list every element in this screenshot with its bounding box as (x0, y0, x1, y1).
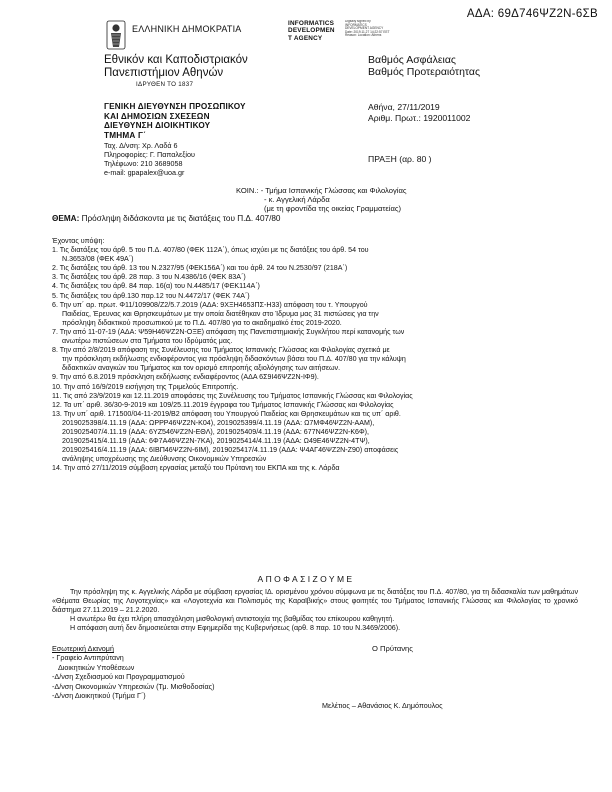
consideration-line: 12. Τα υπ΄ αριθ. 36/30-9-2019 και 109/25.11.2019 έγγραφα του Τμήματος Ισπανικής Γλώσσας και Φιλολογίας (52, 400, 394, 409)
copy-recipients (236, 186, 407, 214)
consideration-line: 13. Την υπ΄ αριθ. 171500/04-11-2019/Β2 απόφαση του Υπουργού Παιδείας και Θρησκευμάτων και τις υπ΄ αριθ. (52, 409, 401, 418)
subject-text: Πρόσληψη διδάσκοντα με τις διατάξεις του Π.Δ. 407/80 (81, 214, 281, 223)
consideration-line: ανάληψης υποχρέωσης της Διεύθυνσης Οικονομικών Υπηρεσιών (62, 455, 267, 464)
consideration-line: 5. Τις διατάξεις του άρθ.130 παρ.12 του Ν.4472/17 (ΦΕΚ 74Α΄) (52, 291, 250, 300)
security-level: Βαθμός Ασφάλειας (368, 54, 456, 66)
informatics-line: T AGENCY (288, 34, 323, 42)
decision-paragraph: Η απόφαση αυτή δεν δημοσιεύεται στην Εφημερίδα της Κυβερνήσεως (αρθ. 8 παρ. 10 του Ν.3469/2006). (70, 624, 401, 633)
consideration-line: πρόσληψη διδακτικού προσωπικού με το Π.Δ. 407/80 για το ακαδημαϊκό έτος 2019-2020. (62, 318, 342, 327)
internal-line: -Δ/νση Σχεδιασμού και Προγραμματισμού (52, 672, 185, 682)
consideration-line: 1. Τις διατάξεις του άρθ. 5 του Π.Δ. 407/80 (ΦΕΚ 112Α΄), όπως ισχύει με τις διατάξεις του άρθ. 54 του (52, 246, 369, 255)
internal-distribution-title: Εσωτερική Διανομή (52, 644, 114, 653)
consideration-line: 2019025415/4.11.19 (ΑΔΑ: 6Φ7Α46ΨΖ2Ν-7ΚΑ), 2019025414/4.11.19 (ΑΔΑ: Ω49Ε46ΨΖ2Ν-4ΤΨ), (62, 437, 370, 446)
digital-signature-stamp: Digitally signed by INFORMATICS DEVELOPMENT AGENCY Date: 2019.11.27 14:22:57 EET Reason: Location: Athens (345, 20, 390, 38)
decision-text (52, 588, 578, 633)
consideration-line: 10. Την από 16/9/2019 εισήγηση της Τριμελούς Επιτροπής. (52, 382, 239, 391)
consideration-line: 9. Την από 6.8.2019 πρόσκληση εκδήλωσης ενδιαφέροντος (ΑΔΑ 6Σ9Ι46ΨΖ2Ν-ΙΦ9). (52, 373, 319, 382)
koin-label: ΚΟΙΝ.: (236, 186, 259, 195)
contact-block (104, 141, 195, 177)
consideration-line: 8. Την από 2/8/2019 απόφαση της Συνέλευσης του Τμήματος Ισπανικής Γλώσσας και Φιλολογίας σχετικά με (52, 346, 390, 355)
university-seal-icon (104, 20, 128, 50)
signer-name: Μελέτιος – Αθανάσιος Κ. Δημόπουλος (322, 701, 443, 710)
ada-code: ΑΔΑ: 69Δ746ΨΖ2Ν-6ΣΒ (466, 8, 598, 20)
republic-title: ΕΛΛΗΝΙΚΗ ΔΗΜΟΚΡΑΤΙΑ (132, 24, 242, 34)
consideration-line: 3. Τις διατάξεις του άρθ. 28 παρ. 3 του Ν.4386/16 (ΦΕΚ 83Α΄) (52, 273, 246, 282)
consideration-line: 4. Τις διατάξεις του άρθ. 84 παρ. 16(α) του Ν.4485/17 (ΦΕΚ114Α΄) (52, 282, 260, 291)
koin-line: - κ. Αγγελική Λάρδα (264, 195, 330, 205)
internal-line: - Γραφείο Αντιπρύτανη (52, 653, 124, 663)
koin-line: (με τη φροντίδα της οικείας Γραμματείας) (264, 204, 402, 214)
department-line: ΓΕΝΙΚΗ ΔΙΕΥΘΥΝΣΗ ΠΡΟΣΩΠΙΚΟΥ (104, 102, 246, 111)
founded-text: ΙΔΡΥΘΕΝ ΤΟ 1837 (136, 81, 194, 88)
phone: Τηλέφωνο: 210 3689058 (104, 159, 183, 168)
considerations (52, 237, 578, 473)
act-number: ΠΡΑΞΗ (αρ. 80 ) (368, 154, 432, 164)
consideration-line: ανωτέρω πιστώσεων στα Τμήματα του Ιδρύματός μας. (62, 337, 233, 346)
rector-title: Ο Πρύτανης (372, 644, 413, 653)
decision-paragraph: Η ανωτέρω θα έχει πλήρη απασχόληση μισθολογική αντιστοιχία της βαθμίδας του επίκουρου καθηγητή. (70, 615, 395, 624)
koin-line: - Τμήμα Ισπανικής Γλώσσας και Φιλολογίας (260, 186, 407, 195)
decision-paragraph: Την πρόσληψη της κ. Αγγελικής Λάρδα με σύμβαση εργασίας ΙΔ. ορισμένου χρόνου σύμφωνα με τις διατάξεις του Π.Δ. 407/80, για τη διδασκαλία των μαθημάτων «Θέματα Θεωρίας της Λογοτεχνίας» και «Λογοτεχνία και Πολιτισμός της Καραϊβικής» στους φοιτητές του Τμήματος Ισπανικής Γλώσσας και Φιλολογίας το χρονικό διάστημα 27.11.2019 – 21.2.2020. (52, 588, 578, 615)
digital-signature-label (288, 20, 335, 42)
consideration-line: 7. Την από 11-07-19 (ΑΔΑ: Ψ59Η46ΨΖ2Ν-ΟΞΕ) απόφαση της Πανεπιστημιακής Συγκλήτου περί κατανομής των (52, 327, 405, 336)
department-block (104, 102, 246, 140)
internal-line: Διοικητικών Υποθέσεων (58, 662, 135, 672)
department-line: ΤΜΗΜΑ Γ΄ (104, 130, 146, 140)
consideration-line: διδακτικών αναγκών του Τμήματος και τον ορισμό επιτροπής αξιολόγησης των αιτήσεων. (62, 364, 341, 373)
subject-line (52, 214, 280, 223)
consideration-line: 2019025398/4.11.19 (ΑΔΑ: ΩΡΡΡ46ΨΖ2Ν-Κ04), 2019025399/4.11.19 (ΑΔΑ: Ω7ΜΦ46ΨΖ2Ν-ΑΑΜ), (62, 418, 375, 427)
consideration-line: Παιδείας, Έρευνας και Θρησκευμάτων με την οποία διατέθηκαν στο Ίδρυμα μας 31 πιστώσεις για την (62, 309, 379, 318)
consideration-line: 2019025416/4.11.19 (ΑΔΑ: 6ΙΒΠ46ΨΖ2Ν-6ΙΜ), 2019025417/4.11.19 (ΑΔΑ: Ψ4ΑΓ46ΨΖ2Ν-Ζ90) αποφάσεις (62, 446, 399, 455)
university-name-line: Εθνικόν και Καποδιστριακόν (104, 54, 248, 66)
consideration-line: 2. Τις διατάξεις του άρθ. 13 του Ν.2327/95 (ΦΕΚ156Α΄) και του άρθ. 24 του Ν.2530/97 (218Α΄) (52, 264, 348, 273)
classification-block (368, 54, 480, 78)
internal-distribution (52, 644, 215, 700)
date: Αθήνα, 27/11/2019 (368, 102, 440, 112)
internal-line: -Δ/νση Οικονομικών Υπηρεσιών (Τμ. Μισθοδοσίας) (52, 681, 215, 691)
university-name-line: Πανεπιστήμιον Αθηνών (104, 67, 224, 79)
email: e-mail: gpapalex@uoa.gr (104, 168, 185, 177)
consideration-line: 2019025407/4.11.19 (ΑΔΑ: 6ΥΖ546ΨΖ2Ν-ΕΘΛ), 2019025409/4.11.19 (ΑΔΑ: 677Ν46ΨΖ2Ν-Κ6Φ), (62, 427, 369, 436)
decision-heading: ΑΠΟΦΑΣΙΖΟΥΜΕ (257, 574, 355, 584)
consideration-line: 11. Τις από 23/9/2019 και 12.11.2019 αποφάσεις της Συνέλευσης του Τμήματος Ισπανικής Γλώσσας και Φιλολογίας (52, 391, 413, 400)
information-contact: Πληροφορίες: Γ. Παπαλεξίου (104, 150, 195, 159)
subject-label: ΘΕΜΑ: (52, 214, 80, 223)
consideration-line: 14. Την από 27/11/2019 σύμβαση εργασίας μεταξύ του Πρύτανη του ΕΚΠΑ και της κ. Λάρδα (52, 464, 340, 473)
considerations-heading: Έχοντας υπόψη: (52, 237, 105, 245)
internal-line: -Δ/νση Διοικητικού (Τμήμα Γ΄) (52, 691, 146, 701)
consideration-line: την πρόσκληση εκδήλωσης ενδιαφέροντος για πρόσληψη διδασκόντων βάσει του Π.Δ. 407/80 για την κάλυψη (62, 355, 406, 364)
address: Ταχ. Δ/νση: Χρ. Λαδά 6 (104, 141, 178, 150)
department-line: ΚΑΙ ΔΗΜΟΣΙΩΝ ΣΧΕΣΕΩΝ (104, 111, 210, 121)
consideration-line: N.3653/08 (ΦΕΚ 49Α΄) (62, 255, 134, 264)
university-name (104, 54, 248, 80)
informatics-line: INFORMATICS (288, 20, 335, 27)
consideration-line: 6. Την υπ΄ αρ. πρωτ. Φ11/109908/Ζ2/5.7.2019 (ΑΔΑ: 9ΧΞΗ4653ΠΣ-Η33) απόφαση του τ. Υπουργού (52, 300, 368, 309)
department-line: ΔΙΕΥΘΥΝΣΗ ΔΙΟΙΚΗΤΙΚΟΥ (104, 121, 211, 131)
informatics-line: DEVELOPMEN (288, 27, 335, 35)
protocol-number: Αριθμ. Πρωτ.: 1920011002 (368, 112, 471, 123)
date-protocol-block (368, 102, 470, 123)
priority-level: Βαθμός Προτεραιότητας (368, 66, 481, 78)
considerations-list (52, 246, 578, 473)
